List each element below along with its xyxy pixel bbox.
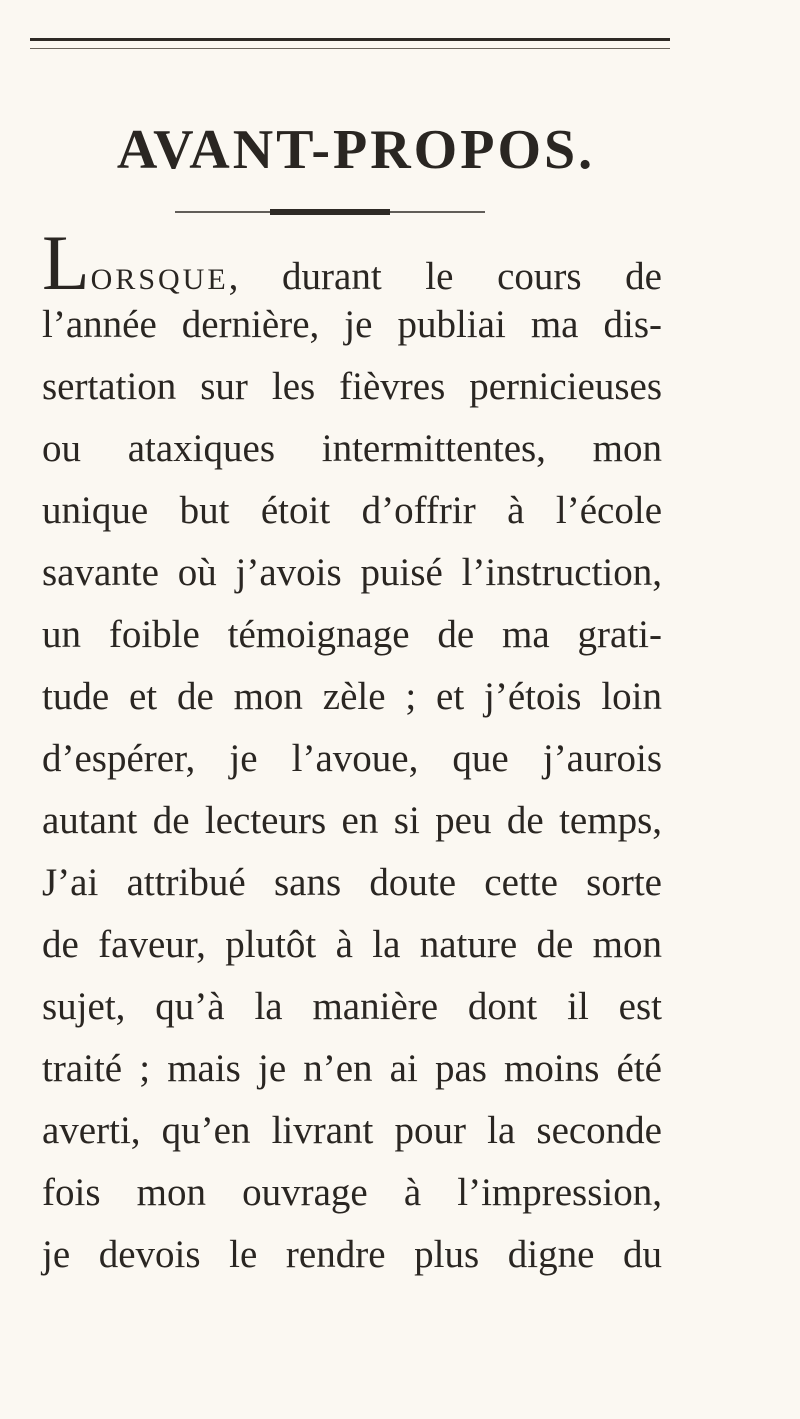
- drop-cap: L: [42, 219, 90, 306]
- body-text: [42, 219, 662, 1286]
- text-line: je devois le rendre plus digne du: [42, 1233, 662, 1276]
- top-border-rule: [30, 38, 670, 41]
- text-line: l’année dernière, je publiai ma dis-: [42, 303, 662, 346]
- text-line: de faveur, plutôt à la nature de mon: [42, 923, 662, 966]
- smallcaps-word: ORSQUE: [90, 263, 229, 296]
- text-line: ou ataxiques intermittentes, mon: [42, 427, 662, 470]
- text-line: un foible témoignage de ma grati-: [42, 613, 662, 656]
- title-ornament-rule: [175, 208, 485, 216]
- text-line: sujet, qu’à la manière dont il est: [42, 985, 662, 1028]
- text-line: averti, qu’en livrant pour la seconde: [42, 1109, 662, 1152]
- text-line: [42, 219, 662, 306]
- top-border-rule-thin: [30, 48, 670, 49]
- text-line: sertation sur les fièvres pernicieuses: [42, 365, 662, 408]
- text-line: fois mon ouvrage à l’impression,: [42, 1171, 662, 1214]
- text-line: J’ai attribué sans doute cette sorte: [42, 861, 662, 904]
- text-line: tude et de mon zèle ; et j’étois loin: [42, 675, 662, 718]
- first-line-text: , durant le cours de: [228, 255, 662, 298]
- text-line: d’espérer, je l’avoue, que j’aurois: [42, 737, 662, 780]
- text-line: savante où j’avois puisé l’instruction,: [42, 551, 662, 594]
- page-title: AVANT-PROPOS.: [116, 118, 596, 181]
- text-line: autant de lecteurs en si peu de temps,: [42, 799, 662, 842]
- text-line: unique but étoit d’offrir à l’école: [42, 489, 662, 532]
- text-line: traité ; mais je n’en ai pas moins été: [42, 1047, 662, 1090]
